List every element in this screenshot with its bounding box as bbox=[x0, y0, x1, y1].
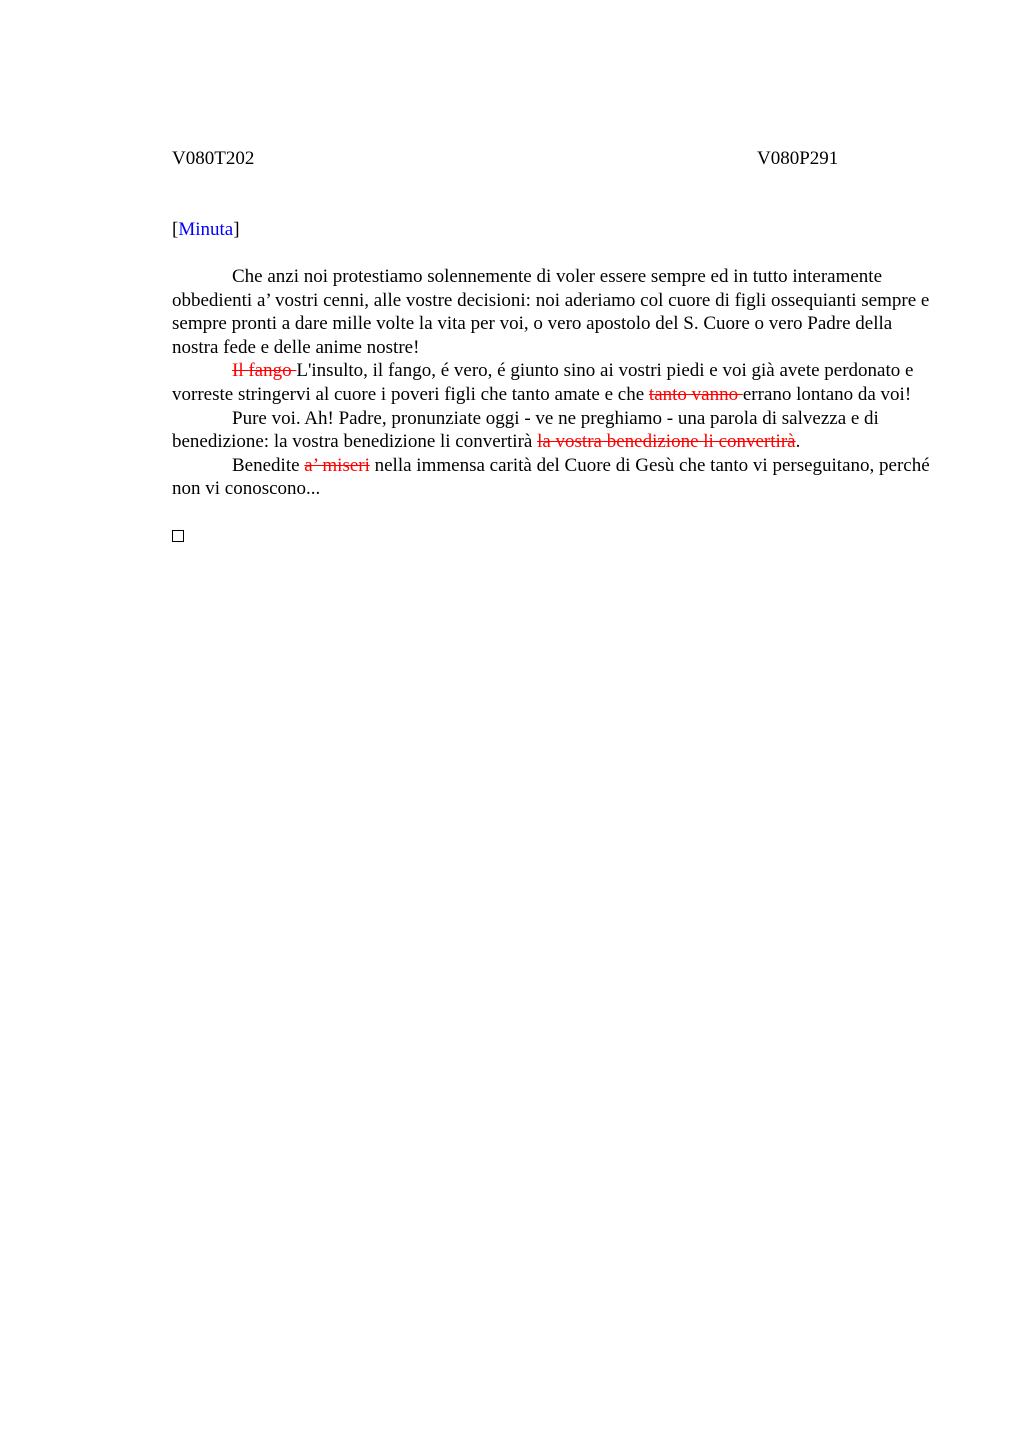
paragraph-text: Pure voi. Ah! Padre, pronunziate oggi - ve ne preghiamo - una parola di salvezza e di benedizione: la vostra benedizione li convertirà bbox=[172, 407, 879, 453]
open-bracket: [ bbox=[172, 219, 179, 240]
document-type-label: Minuta bbox=[178, 219, 234, 240]
deleted-text: la vostra benedizione li convertirà bbox=[537, 431, 796, 453]
document-type bbox=[172, 218, 240, 241]
document-code-right: V080P291 bbox=[757, 148, 839, 169]
paragraph-3 bbox=[172, 407, 932, 454]
paragraph-text: Benedite bbox=[232, 454, 305, 476]
paragraph-text: Che anzi noi protestiamo solennemente di voler essere sempre ed in tutto interamente obbedienti a’ vostri cenni, alle vostre decisioni: noi aderiamo col cuore di figli ossequianti sempre e sempre pronti a dare mille volte la vita per voi, o vero apostolo del S. Cuore o vero Padre della nostra fede e delle anime nostre! bbox=[172, 266, 930, 358]
paragraph-text: . bbox=[795, 431, 801, 453]
close-bracket: ] bbox=[233, 219, 240, 240]
deleted-text: a’ miseri bbox=[304, 454, 370, 476]
paragraph-4 bbox=[172, 454, 932, 501]
paragraph-text: nella immensa carità del Cuore di Gesù che tanto vi perseguitano, perché non vi conoscono... bbox=[172, 454, 930, 500]
paragraph-text: errano lontano da voi! bbox=[742, 383, 912, 405]
paragraph-text: L'insulto, il fango, é vero, é giunto sino ai vostri piedi e voi già avete perdonato e vorreste stringervi al cuore i poveri figli che tanto amate e che bbox=[172, 360, 914, 405]
letter-body bbox=[172, 265, 932, 501]
deleted-text: tanto vanno bbox=[648, 383, 743, 405]
paragraph-2 bbox=[172, 359, 932, 406]
document-code-left: V080T202 bbox=[172, 148, 255, 169]
deleted-text: Il fango bbox=[232, 360, 297, 382]
end-marker-box bbox=[172, 530, 184, 542]
paragraph-1 bbox=[172, 265, 932, 359]
